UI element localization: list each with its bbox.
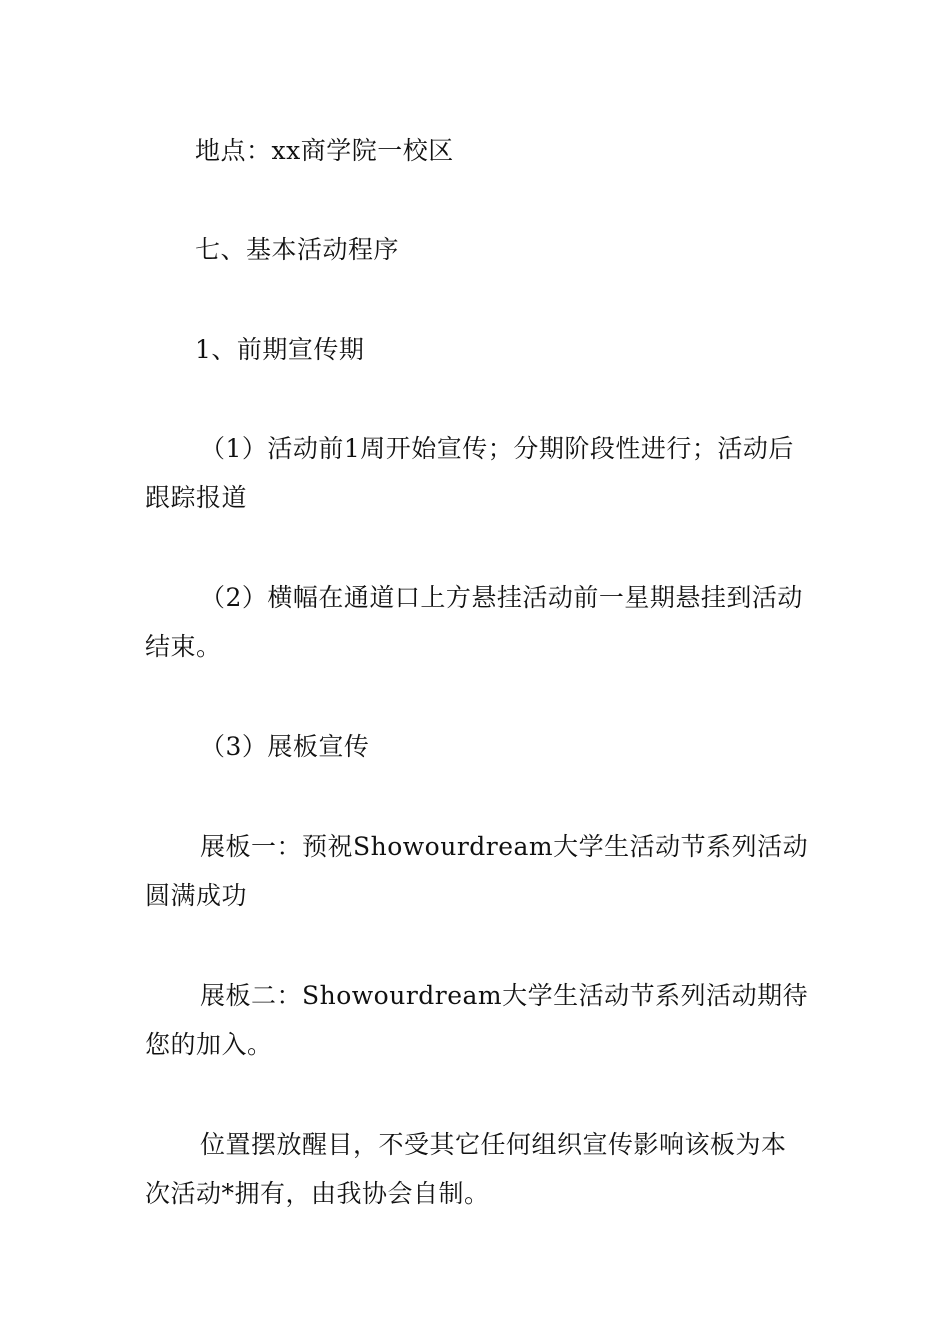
display-board-1: 展板一：预祝Showourdream大学生活动节系列活动圆满成功 <box>145 832 809 910</box>
section-heading-basic-procedure: 七、基本活动程序 <box>195 235 400 264</box>
promotion-item-3: （3）展板宣传 <box>200 732 370 761</box>
subsection-heading-promotion-period: 1、前期宣传期 <box>195 335 365 364</box>
promotion-item-2: （2）横幅在通道口上方悬挂活动前一星期悬挂到活动结束。 <box>145 583 803 661</box>
location-paragraph: 地点：xx商学院一校区 <box>195 136 454 165</box>
board-placement-note: 位置摆放醒目，不受其它任何组织宣传影响该板为本次活动*拥有，由我协会自制。 <box>145 1130 787 1208</box>
display-board-2: 展板二：Showourdream大学生活动节系列活动期待您的加入。 <box>145 981 809 1059</box>
promotion-item-1: （1）活动前1周开始宣传；分期阶段性进行；活动后跟踪报道 <box>145 434 794 512</box>
